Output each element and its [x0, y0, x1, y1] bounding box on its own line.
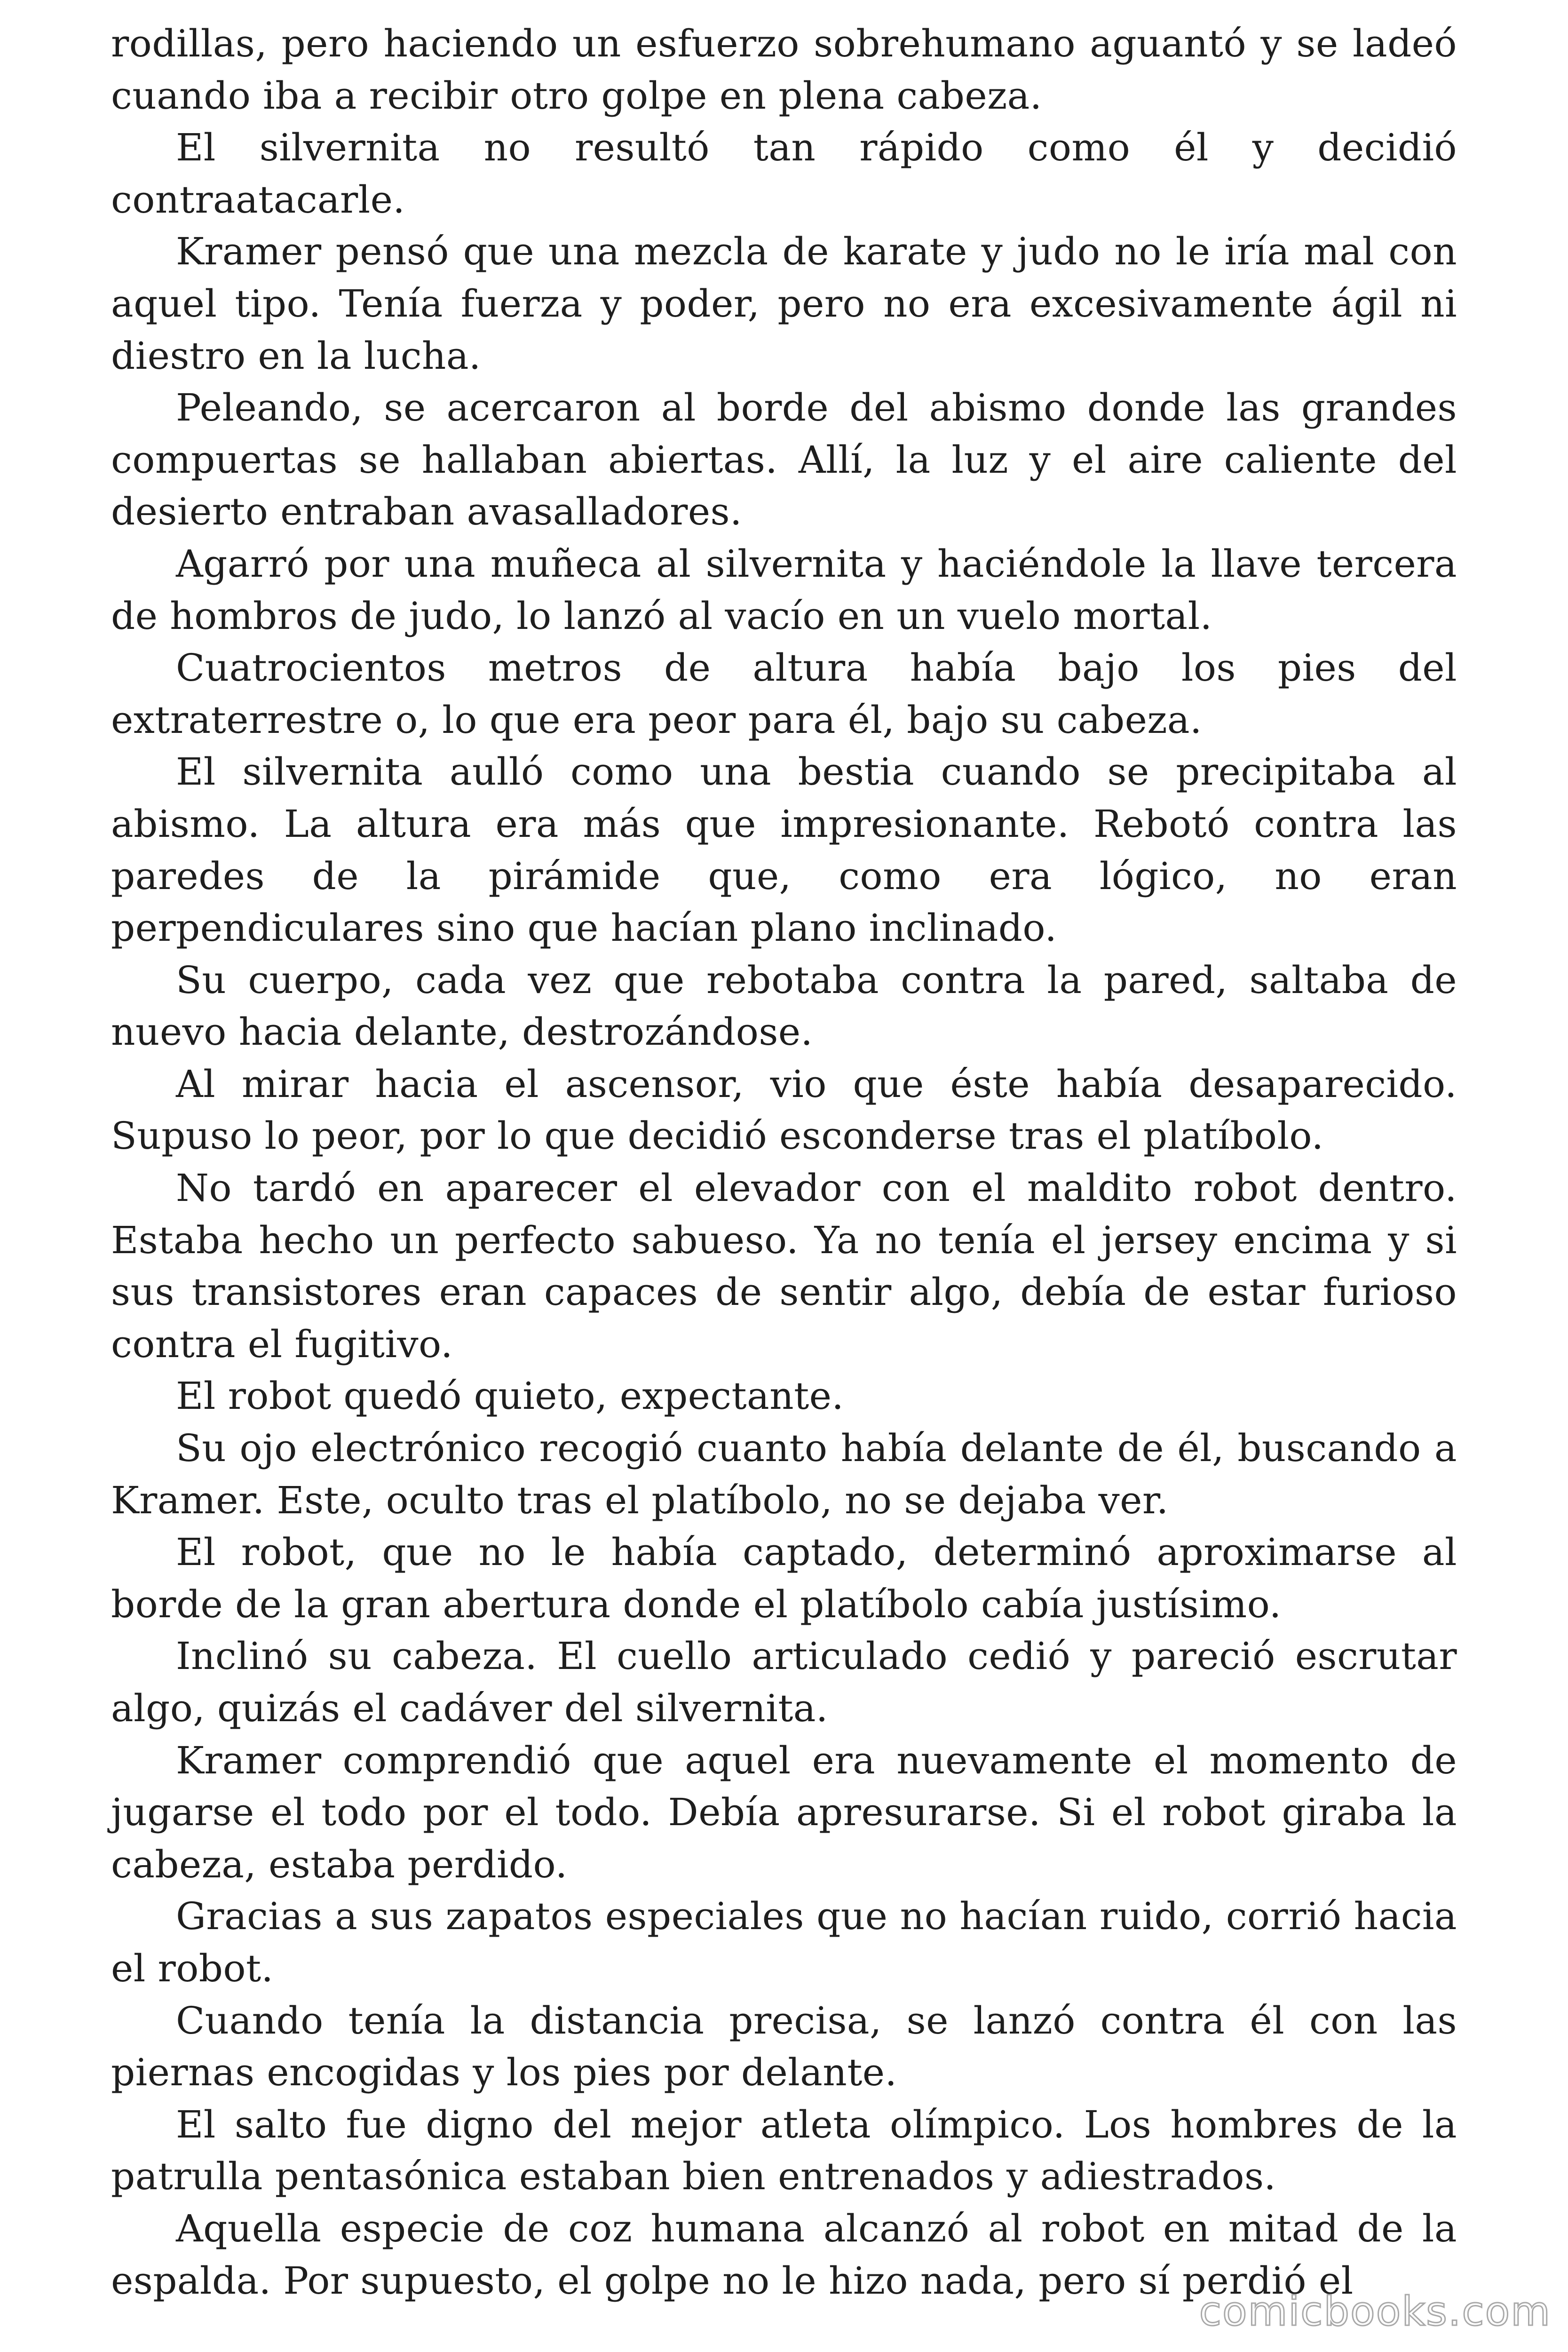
paragraph-19: Aquella especie de coz humana alcanzó al robot en mitad de la espalda. Por supuesto, el golpe no le hizo nada, pero sí perdió el	[111, 2206, 1457, 2303]
paragraph-1: rodillas, pero haciendo un esfuerzo sobrehumano aguantó y se ladeó cuando iba a recibir otro golpe en plena cabeza.	[111, 22, 1457, 118]
paragraph-8: Su cuerpo, cada vez que rebotaba contra la pared, saltaba de nuevo hacia delante, destrozándose.	[111, 958, 1457, 1054]
paragraph-11: El robot quedó quieto, expectante.	[176, 1374, 844, 1418]
paragraph-13: El robot, que no le había captado, determinó aproximarse al borde de la gran abertura donde el platíbolo cabía justísimo.	[111, 1530, 1457, 1626]
paragraph-9: Al mirar hacia el ascensor, vio que éste había desaparecido. Supuso lo peor, por lo que decidió esconderse tras el platíbolo.	[111, 1062, 1457, 1158]
watermark: comicbooks.com	[1199, 2288, 1551, 2335]
paragraph-16: Gracias a sus zapatos especiales que no hacían ruido, corrió hacia el robot.	[111, 1894, 1457, 1990]
paragraph-7: El silvernita aulló como una bestia cuando se precipitaba al abismo. La altura era más que impresionante. Rebotó contra las paredes de la pirámide que, como era lógico, no eran perpendiculares sino que hacían plano inclinado.	[111, 750, 1457, 950]
paragraph-2: El silvernita no resultó tan rápido como él y decidió contraatacarle.	[111, 126, 1457, 222]
paragraph-6: Cuatrocientos metros de altura había bajo los pies del extraterrestre o, lo que era peor para él, bajo su cabeza.	[111, 646, 1457, 742]
paragraph-3: Kramer pensó que una mezcla de karate y judo no le iría mal con aquel tipo. Tenía fuerza y poder, pero no era excesivamente ágil ni diestro en la lucha.	[111, 230, 1457, 378]
paragraph-14: Inclinó su cabeza. El cuello articulado cedió y pareció escrutar algo, quizás el cadáver del silvernita.	[111, 1634, 1457, 1730]
paragraph-12: Su ojo electrónico recogió cuanto había delante de él, buscando a Kramer. Este, oculto tras el platíbolo, no se dejaba ver.	[111, 1426, 1457, 1522]
paragraph-17: Cuando tenía la distancia precisa, se lanzó contra él con las piernas encogidas y los pies por delante.	[111, 1998, 1457, 2095]
paragraph-15: Kramer comprendió que aquel era nuevamente el momento de jugarse el todo por el todo. Debía apresurarse. Si el robot giraba la cabeza, estaba perdido.	[111, 1738, 1457, 1886]
paragraph-18: El salto fue digno del mejor atleta olímpico. Los hombres de la patrulla pentasónica estaban bien entrenados y adiestrados.	[111, 2102, 1457, 2199]
paragraph-5: Agarró por una muñeca al silvernita y haciéndole la llave tercera de hombros de judo, lo lanzó al vacío en un vuelo mortal.	[111, 541, 1457, 638]
paragraph-4: Peleando, se acercaron al borde del abismo donde las grandes compuertas se hallaban abiertas. Allí, la luz y el aire caliente del desierto entraban avasalladores.	[111, 386, 1457, 534]
book-page	[111, 18, 1457, 2307]
paragraph-10: No tardó en aparecer el elevador con el maldito robot dentro. Estaba hecho un perfecto sabueso. Ya no tenía el jersey encima y si sus transistores eran capaces de sentir algo, debía de estar furioso contra el fugitivo.	[111, 1166, 1457, 1366]
